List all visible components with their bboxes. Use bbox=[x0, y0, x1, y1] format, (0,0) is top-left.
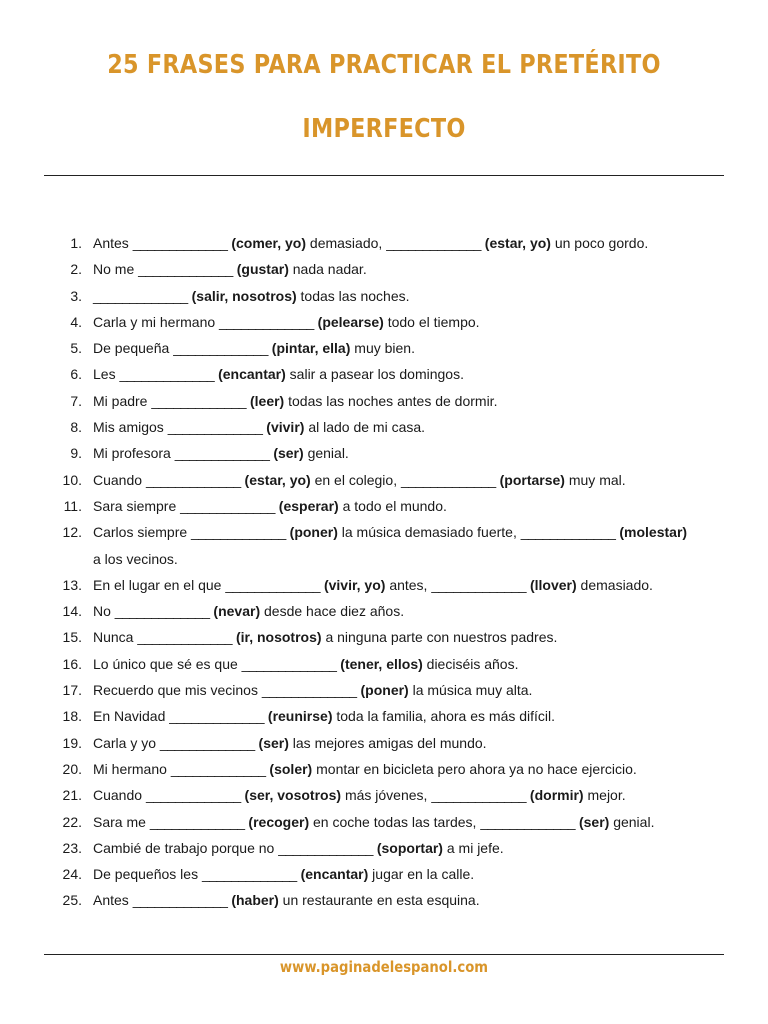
verb-hint: (pelearse) bbox=[313, 313, 388, 330]
exercise-number: 7. bbox=[70, 392, 82, 409]
exercise-text: Nunca bbox=[93, 629, 138, 646]
exercise-text: a todo el mundo. bbox=[342, 497, 447, 514]
exercise-text: genial. bbox=[613, 813, 655, 830]
exercise-text: Les bbox=[93, 366, 120, 383]
exercise-text: a ninguna parte con nuestros padres. bbox=[325, 629, 558, 646]
verb-hint: (llover) bbox=[526, 576, 581, 593]
exercise-number: 5. bbox=[70, 340, 82, 357]
bottom-divider bbox=[44, 954, 724, 955]
exercise-item bbox=[0, 887, 768, 913]
exercise-item bbox=[0, 572, 768, 598]
exercise-text: a mi jefe. bbox=[446, 839, 504, 856]
exercise-number: 14. bbox=[62, 603, 82, 620]
exercise-text: todas las noches antes de dormir. bbox=[288, 392, 498, 409]
answer-blank: _____________ bbox=[191, 524, 286, 541]
exercise-item bbox=[0, 414, 768, 440]
verb-hint: (estar, yo) bbox=[240, 471, 315, 488]
exercise-text: Sara me bbox=[93, 813, 150, 830]
exercise-item bbox=[0, 256, 768, 282]
exercise-text: a los vecinos. bbox=[93, 550, 178, 567]
answer-blank: _____________ bbox=[137, 629, 233, 646]
exercise-text: Recuerdo que mis vecinos bbox=[93, 682, 262, 699]
exercise-text: muy mal. bbox=[568, 471, 626, 488]
exercise-number: 21. bbox=[62, 787, 82, 804]
exercise-text: las mejores amigas del mundo. bbox=[292, 734, 487, 751]
verb-hint: (gustar) bbox=[232, 261, 293, 278]
exercise-item bbox=[0, 730, 768, 756]
footer-website-link[interactable]: www.paginadelespanol.com bbox=[279, 958, 489, 976]
exercise-text: Lo único que sé es que bbox=[93, 655, 242, 672]
verb-hint: (ser) bbox=[269, 445, 308, 462]
exercise-item bbox=[0, 598, 768, 624]
answer-blank: _____________ bbox=[219, 313, 314, 330]
exercise-item bbox=[0, 283, 768, 309]
verb-hint: (leer) bbox=[246, 392, 289, 409]
exercise-item bbox=[0, 309, 768, 335]
exercise-number: 15. bbox=[62, 629, 82, 646]
exercise-item bbox=[0, 651, 768, 677]
exercise-text: la música demasiado fuerte, bbox=[341, 524, 521, 541]
exercise-text: más jóvenes, bbox=[344, 787, 432, 804]
verb-hint: (vivir, yo) bbox=[320, 576, 390, 593]
exercise-number: 13. bbox=[62, 576, 82, 593]
verb-hint: (ser) bbox=[575, 813, 614, 830]
exercise-number: 18. bbox=[62, 708, 82, 725]
answer-blank: _____________ bbox=[173, 340, 268, 357]
verb-hint: (nevar) bbox=[209, 603, 264, 620]
exercise-item bbox=[0, 756, 768, 782]
answer-blank: _____________ bbox=[132, 892, 228, 909]
exercise-text: al lado de mi casa. bbox=[308, 419, 426, 436]
answer-blank: _____________ bbox=[480, 813, 576, 830]
verb-hint: (tener, ellos) bbox=[336, 655, 427, 672]
exercise-text: Antes bbox=[93, 892, 133, 909]
answer-blank: _____________ bbox=[138, 261, 233, 278]
exercise-item bbox=[0, 624, 768, 650]
verb-hint: (dormir) bbox=[526, 787, 588, 804]
verb-hint: (ser) bbox=[254, 734, 293, 751]
verb-hint: (salir, nosotros) bbox=[187, 287, 301, 304]
answer-blank: _____________ bbox=[145, 471, 241, 488]
exercise-text: De pequeños les bbox=[93, 866, 202, 883]
exercise-text: en coche todas las tardes, bbox=[313, 813, 481, 830]
exercise-number: 4. bbox=[70, 313, 82, 330]
exercise-number: 23. bbox=[62, 839, 82, 856]
exercise-text: En Navidad bbox=[93, 708, 170, 725]
exercise-text: demasiado, bbox=[309, 235, 387, 251]
exercise-item bbox=[0, 440, 768, 466]
exercise-text: desde hace diez años. bbox=[264, 603, 405, 620]
answer-blank: _____________ bbox=[167, 419, 263, 436]
exercise-text: todo el tiempo. bbox=[387, 313, 480, 330]
answer-blank: _____________ bbox=[151, 392, 247, 409]
exercise-item bbox=[0, 519, 768, 572]
answer-blank: _____________ bbox=[145, 787, 241, 804]
exercise-text: Carla y mi hermano bbox=[93, 313, 220, 330]
verb-hint: (haber) bbox=[227, 892, 283, 909]
exercise-number: 22. bbox=[62, 813, 82, 830]
verb-hint: (estar, yo) bbox=[480, 235, 555, 251]
answer-blank: _____________ bbox=[201, 866, 297, 883]
page-title-line-1: 25 FRASES PARA PRACTICAR EL PRETÉRITO bbox=[107, 50, 661, 80]
exercise-number: 16. bbox=[62, 655, 82, 672]
exercise-text: salir a pasear los domingos. bbox=[289, 366, 464, 383]
exercise-number: 3. bbox=[70, 287, 82, 304]
answer-blank: _____________ bbox=[119, 366, 215, 383]
exercise-text: dieciséis años. bbox=[426, 655, 519, 672]
verb-hint: (ir, nosotros) bbox=[232, 629, 326, 646]
exercise-text: Carlos siempre bbox=[93, 524, 192, 541]
exercise-item bbox=[0, 335, 768, 361]
exercise-text: Cambié de trabajo porque no bbox=[93, 839, 279, 856]
answer-blank: _____________ bbox=[149, 813, 245, 830]
verb-hint: (encantar) bbox=[296, 866, 373, 883]
exercise-text: No bbox=[93, 603, 115, 620]
exercise-item bbox=[0, 467, 768, 493]
answer-blank: _____________ bbox=[169, 708, 265, 725]
answer-blank: _____________ bbox=[278, 839, 373, 856]
exercise-text: No me bbox=[93, 261, 139, 278]
exercise-item bbox=[0, 809, 768, 835]
exercise-text: nada nadar. bbox=[292, 261, 367, 278]
answer-blank: _____________ bbox=[520, 524, 616, 541]
exercise-text: muy bien. bbox=[354, 340, 415, 357]
exercise-text: Cuando bbox=[93, 787, 146, 804]
exercise-text: genial. bbox=[307, 445, 349, 462]
exercise-number: 8. bbox=[70, 419, 82, 436]
answer-blank: _____________ bbox=[225, 576, 321, 593]
exercise-text: Cuando bbox=[93, 471, 146, 488]
page-title-line-2: IMPERFECTO bbox=[302, 114, 466, 144]
verb-hint: (soportar) bbox=[372, 839, 447, 856]
verb-hint: (encantar) bbox=[214, 366, 290, 383]
answer-blank: _____________ bbox=[401, 471, 496, 488]
exercise-item bbox=[0, 493, 768, 519]
exercise-text: Mi profesora bbox=[93, 445, 175, 462]
exercise-number: 12. bbox=[62, 524, 82, 541]
exercise-item bbox=[0, 835, 768, 861]
verb-hint: (vivir) bbox=[262, 419, 309, 436]
exercise-text: Mi padre bbox=[93, 392, 152, 409]
verb-hint: (comer, yo) bbox=[227, 235, 310, 251]
exercise-number: 11. bbox=[63, 497, 82, 514]
exercise-text: Antes bbox=[93, 235, 133, 251]
verb-hint: (soler) bbox=[265, 760, 317, 777]
exercise-text: antes, bbox=[389, 576, 432, 593]
exercise-text: montar en bicicleta pero ahora ya no hace ejercicio. bbox=[316, 760, 637, 777]
answer-blank: _____________ bbox=[174, 445, 270, 462]
exercise-number: 20. bbox=[62, 760, 82, 777]
exercise-text: jugar en la calle. bbox=[372, 866, 475, 883]
exercise-text: un restaurante en esta esquina. bbox=[282, 892, 480, 909]
verb-hint: (recoger) bbox=[244, 813, 314, 830]
exercise-number: 25. bbox=[62, 892, 82, 909]
exercise-text: Carla y yo bbox=[93, 734, 160, 751]
exercise-list bbox=[0, 230, 768, 914]
answer-blank: _____________ bbox=[114, 603, 210, 620]
answer-blank: _____________ bbox=[386, 235, 481, 251]
exercise-text: Sara siempre bbox=[93, 497, 181, 514]
exercise-text: toda la familia, ahora es más difícil. bbox=[336, 708, 556, 725]
verb-hint: (reunirse) bbox=[264, 708, 337, 725]
answer-blank: _____________ bbox=[180, 497, 275, 514]
exercise-item bbox=[0, 861, 768, 887]
exercise-text: Mis amigos bbox=[93, 419, 168, 436]
exercise-number: 1. bbox=[70, 235, 82, 251]
exercise-number: 9. bbox=[70, 445, 82, 462]
answer-blank: _____________ bbox=[431, 787, 527, 804]
exercise-item bbox=[0, 361, 768, 387]
top-divider bbox=[44, 175, 724, 176]
exercise-number: 2. bbox=[70, 261, 82, 278]
answer-blank: _____________ bbox=[132, 235, 228, 251]
exercise-number: 24. bbox=[62, 866, 82, 883]
exercise-text: en el colegio, bbox=[314, 471, 401, 488]
answer-blank: _____________ bbox=[261, 682, 357, 699]
exercise-text: todas las noches. bbox=[300, 287, 410, 304]
exercise-text: En el lugar en el que bbox=[93, 576, 226, 593]
answer-blank: _____________ bbox=[159, 734, 255, 751]
exercise-item bbox=[0, 782, 768, 808]
exercise-number: 19. bbox=[62, 734, 82, 751]
exercise-number: 6. bbox=[70, 366, 82, 383]
verb-hint: (poner) bbox=[285, 524, 342, 541]
exercise-text: un poco gordo. bbox=[554, 235, 649, 251]
verb-hint: (esperar) bbox=[274, 497, 343, 514]
answer-blank: _____________ bbox=[431, 576, 527, 593]
exercise-text: la música muy alta. bbox=[412, 682, 533, 699]
exercise-item bbox=[0, 230, 768, 256]
exercise-item bbox=[0, 677, 768, 703]
exercise-text: mejor. bbox=[587, 787, 626, 804]
verb-hint: (pintar, ella) bbox=[267, 340, 355, 357]
answer-blank: _____________ bbox=[170, 760, 266, 777]
exercise-text: demasiado. bbox=[580, 576, 653, 593]
exercise-item bbox=[0, 388, 768, 414]
exercise-number: 10. bbox=[62, 471, 82, 488]
exercise-number: 17. bbox=[62, 682, 82, 699]
verb-hint: (portarse) bbox=[495, 471, 569, 488]
answer-blank: _____________ bbox=[93, 287, 188, 304]
exercise-text: Mi hermano bbox=[93, 760, 171, 777]
answer-blank: _____________ bbox=[241, 655, 337, 672]
verb-hint: (molestar) bbox=[615, 524, 688, 541]
verb-hint: (ser, vosotros) bbox=[240, 787, 345, 804]
exercise-item bbox=[0, 703, 768, 729]
verb-hint: (poner) bbox=[356, 682, 413, 699]
exercise-text: De pequeña bbox=[93, 340, 174, 357]
